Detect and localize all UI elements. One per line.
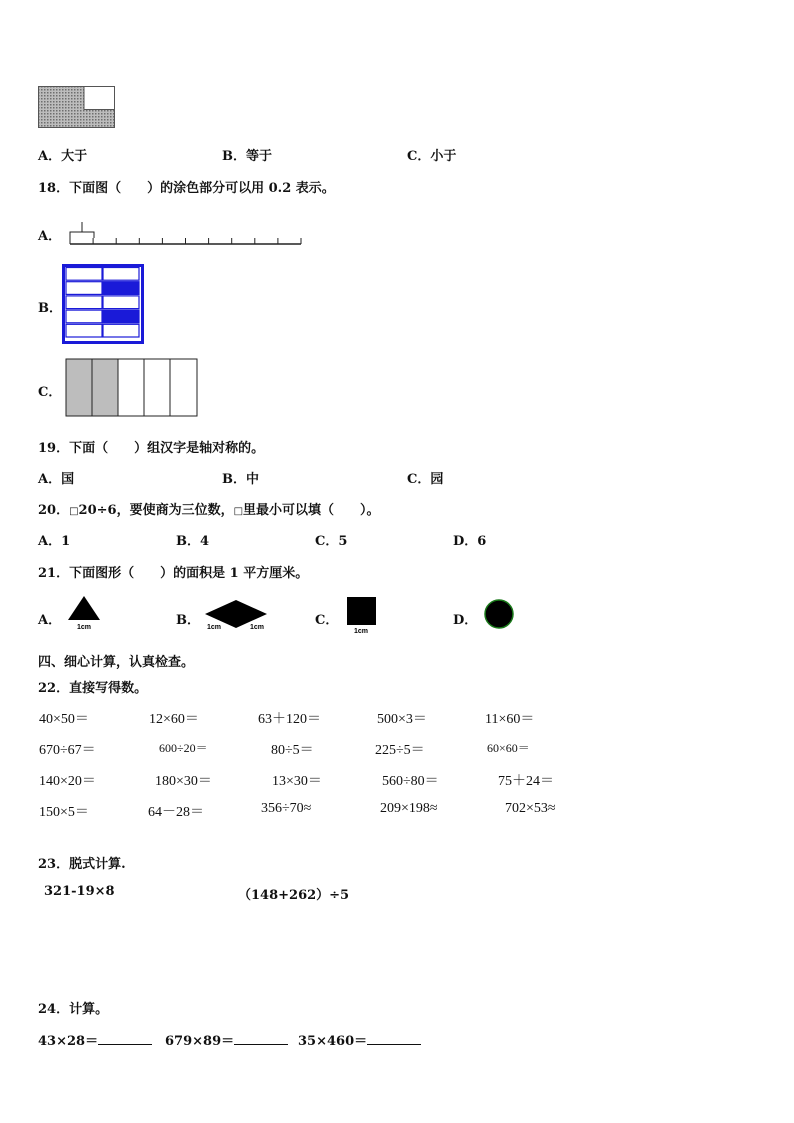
q17-figure	[38, 86, 116, 129]
option-letter: A．	[38, 149, 62, 164]
q22-item: 64－28＝	[148, 805, 204, 820]
option-text: 园	[430, 472, 444, 487]
q24-item	[165, 1030, 288, 1049]
q17-option-a[interactable]	[38, 145, 87, 164]
q17-option-b[interactable]	[222, 145, 272, 164]
q22-item: 225÷5＝	[375, 743, 425, 758]
option-text: 5	[338, 534, 348, 549]
q19-option-c[interactable]	[407, 468, 443, 487]
q22-item: 670÷67＝	[39, 743, 96, 758]
grid-cell	[66, 268, 102, 281]
q23-item: 321-19×8	[44, 884, 115, 899]
q19-stem: 19．下面（ ）组汉字是轴对称的。	[38, 441, 265, 456]
q20-text: 20÷6，要使商为三位数，	[78, 503, 234, 518]
grid-cell	[103, 296, 139, 309]
q22-item: 13×30＝	[272, 774, 322, 789]
q22-item: 80÷5＝	[271, 743, 314, 758]
option-text: 1	[61, 534, 71, 549]
grid-cell	[66, 296, 102, 309]
q20-number: 20．	[38, 503, 70, 518]
q22-item: 150×5＝	[39, 805, 89, 820]
unit-label: 1cm	[206, 624, 222, 631]
q22-item: 140×20＝	[39, 774, 96, 789]
q20-option-c[interactable]	[315, 530, 347, 549]
q18-label-b[interactable]: B．	[38, 301, 62, 316]
q22-item: 209×198≈	[380, 801, 438, 816]
option-text: 国	[61, 472, 75, 487]
blank-square: □	[233, 506, 244, 517]
option-letter: B．	[222, 149, 246, 164]
option-text: 小于	[430, 149, 457, 164]
unit-label: 1cm	[353, 628, 369, 635]
q21-label-a[interactable]: A．	[38, 613, 62, 628]
option-letter: B．	[176, 534, 200, 549]
option-letter: B．	[222, 472, 246, 487]
q24-expression: 679×89＝	[165, 1034, 235, 1049]
q22-item: 600÷20＝	[159, 741, 208, 755]
q22-item: 75＋24＝	[498, 774, 554, 789]
q18-number-line	[68, 214, 304, 248]
option-text: 4	[200, 534, 210, 549]
unit-label: 1cm	[76, 624, 92, 631]
q18-grid-figure	[62, 264, 144, 344]
q24-item	[38, 1030, 152, 1049]
q24-expression: 43×28＝	[38, 1034, 99, 1049]
rhombus-shape	[203, 598, 269, 632]
option-letter: C．	[407, 472, 431, 487]
option-letter: A．	[38, 472, 62, 487]
q22-stem: 22．直接写得数。	[38, 681, 148, 696]
option-text: 等于	[246, 149, 273, 164]
q23-stem: 23．脱式计算.	[38, 857, 126, 872]
answer-blank[interactable]	[234, 1032, 288, 1045]
q20-option-d[interactable]	[453, 530, 486, 549]
unit-label: 1cm	[249, 624, 265, 631]
q22-item: 63＋120＝	[258, 712, 321, 727]
q21-label-d[interactable]: D．	[453, 613, 478, 628]
q22-item: 180×30＝	[155, 774, 212, 789]
q21-stem: 21．下面图形（ ）的面积是 1 平方厘米。	[38, 566, 309, 581]
q24-stem: 24．计算。	[38, 1002, 109, 1017]
q18-label-a[interactable]: A．	[38, 229, 62, 244]
q22-item: 500×3＝	[377, 712, 427, 727]
q22-item: 12×60＝	[149, 712, 199, 727]
option-text: 大于	[61, 149, 88, 164]
grid-cell	[66, 282, 102, 295]
q22-item: 702×53≈	[505, 801, 556, 816]
answer-blank[interactable]	[98, 1032, 152, 1045]
answer-blank[interactable]	[367, 1032, 421, 1045]
q20-stem	[38, 499, 380, 518]
q19-option-a[interactable]	[38, 468, 74, 487]
shaded-cell	[103, 282, 139, 295]
q22-item: 60×60＝	[487, 741, 530, 755]
grid-cell	[103, 324, 139, 337]
blank-square: □	[69, 506, 79, 517]
q18-label-c[interactable]: C．	[38, 385, 62, 400]
q20-option-a[interactable]	[38, 530, 70, 549]
circle-shape	[483, 598, 515, 630]
q20-option-b[interactable]	[176, 530, 209, 549]
square-shape	[345, 596, 379, 636]
q23-item: （148+262）÷5	[238, 888, 350, 903]
grid-cell	[103, 268, 139, 281]
q18-strip-figure	[65, 358, 198, 417]
option-letter: C．	[315, 534, 339, 549]
q22-item: 560÷80＝	[382, 774, 439, 789]
option-text: 中	[246, 472, 260, 487]
q22-item: 356÷70≈	[261, 801, 312, 816]
q22-item: 11×60＝	[485, 712, 535, 727]
q24-expression: 35×460＝	[298, 1034, 368, 1049]
q17-option-c[interactable]	[407, 145, 456, 164]
grid-cell	[66, 310, 102, 323]
option-letter: D．	[453, 534, 478, 549]
section-title: 四、细心计算，认真检查。	[38, 655, 195, 670]
shaded-cell	[103, 310, 139, 323]
option-text: 6	[477, 534, 487, 549]
triangle-shape	[66, 594, 102, 632]
q24-item	[298, 1030, 421, 1049]
q22-item: 40×50＝	[39, 712, 89, 727]
q21-label-c[interactable]: C．	[315, 613, 339, 628]
grid-cell	[66, 324, 102, 337]
option-letter: A．	[38, 534, 62, 549]
q20-text: 里最小可以填（ ）。	[243, 503, 380, 518]
q21-label-b[interactable]: B．	[176, 613, 200, 628]
q18-stem: 18．下面图（ ）的涂色部分可以用 0.2 表示。	[38, 181, 335, 196]
q19-option-b[interactable]	[222, 468, 259, 487]
option-letter: C．	[407, 149, 431, 164]
